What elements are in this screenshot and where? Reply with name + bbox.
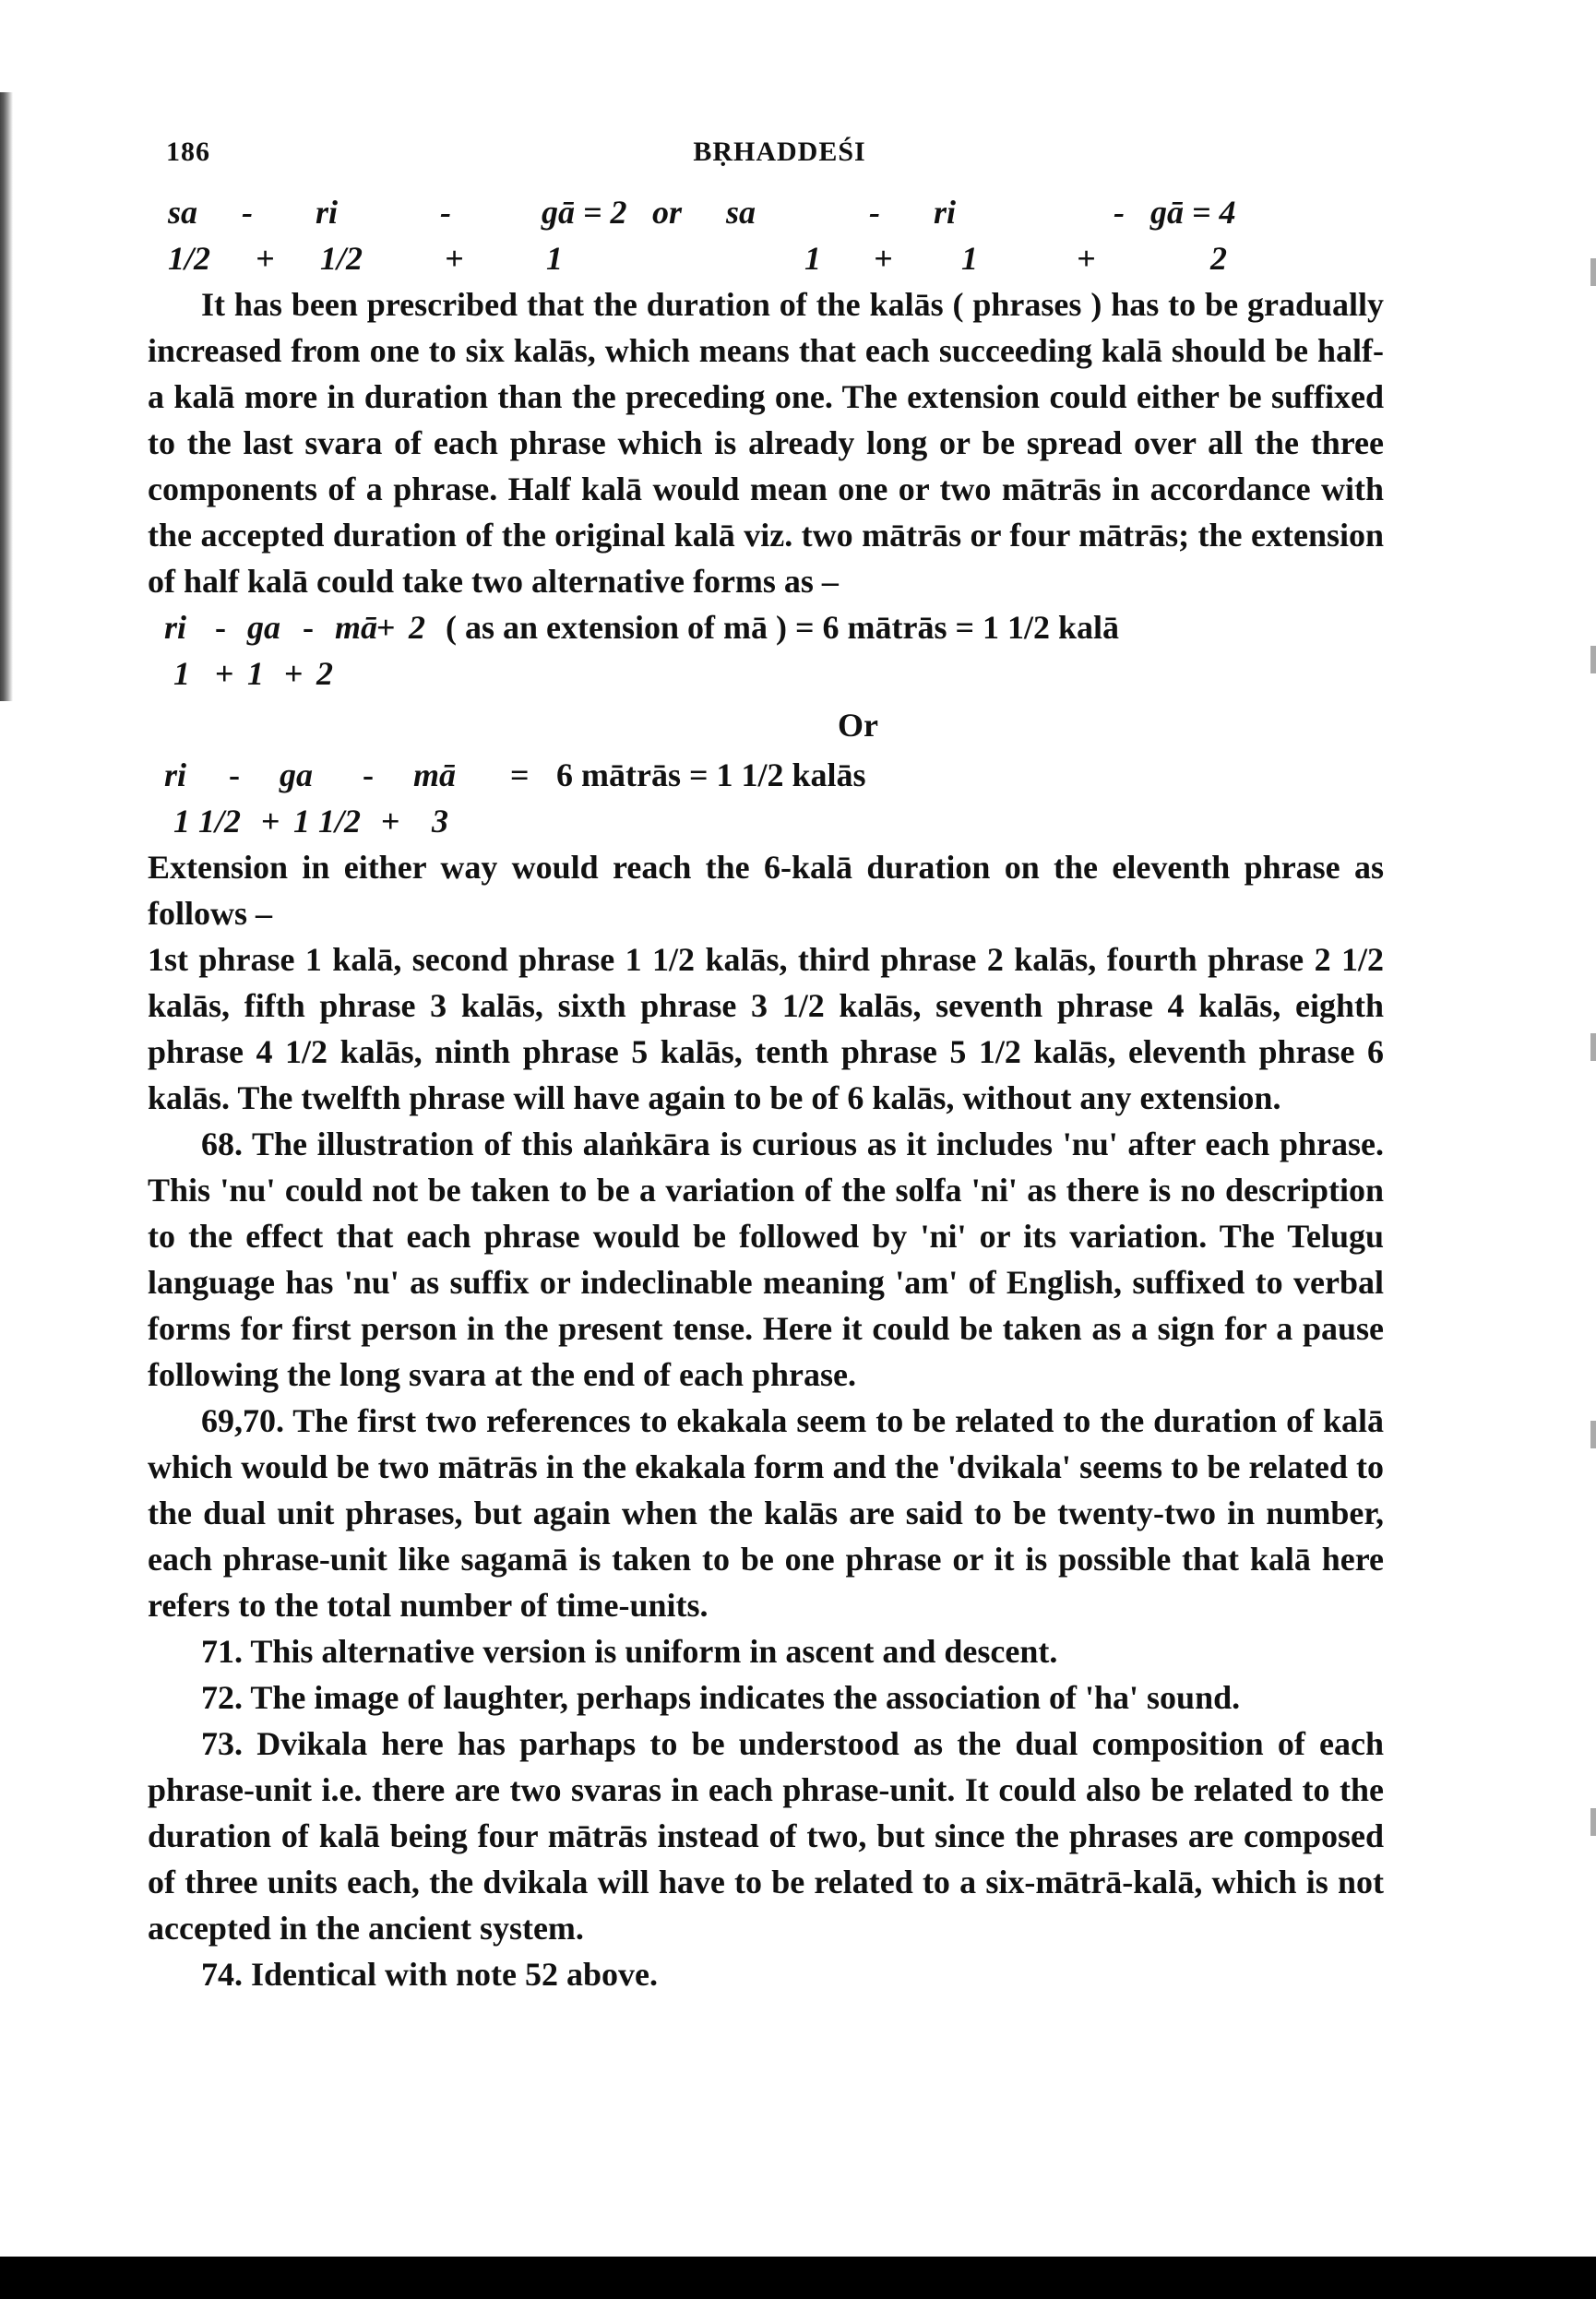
formula-dash: - — [303, 609, 314, 646]
formula-extension-a — [148, 604, 1384, 650]
formula-plus: + — [376, 609, 396, 646]
paragraph-duration: It has been prescribed that the duration of the kalās ( phrases ) has to be gradually increased from one to six kalās, which means that each succeeding kalā should be half-a kalā more in duration than the preceding one. The extension could either be suffixed to the last svara of each phrase which is already long or be spread over all the three components of a phrase. Half kalā would mean one or two mātrās in accordance with the accepted duration of the original kalā viz. two mātrās or four mātrās; the extension of half kalā could take two alternative forms as – — [148, 286, 1384, 600]
formula-dash: - — [363, 756, 374, 793]
formula-extension-a-values — [148, 650, 1384, 697]
or-separator: Or — [838, 707, 878, 744]
formula-plus: + — [284, 655, 304, 692]
formula-dash: - — [229, 756, 240, 793]
running-head — [166, 137, 1393, 177]
note-73: 73. Dvikala here has parhaps to be understood as the dual composition of each phrase-unit i.e. there are two svaras in each phrase-unit. It could also be related to the duration of kalā being four mātrās instead of two, but since the phrases are composed of three units each, the dvikala will have to be related to a six-mātrā-kalā, which is not accepted in the ancient system. — [148, 1725, 1384, 1947]
notation-dash: - — [869, 194, 880, 231]
formula-plus: + — [261, 803, 280, 840]
notation-dash: - — [1114, 194, 1125, 231]
notation-dash: - — [242, 194, 253, 231]
formula-value: 2 — [316, 655, 333, 692]
note-72: 72. The image of laughter, perhaps indicates the association of 'ha' sound. — [201, 1679, 1241, 1716]
notation-syllable: sa — [726, 194, 756, 231]
notation-value: 1 — [961, 240, 978, 277]
formula-result: 6 mātrās = 1 1/2 kalās — [556, 756, 866, 793]
formula-plus: + — [215, 655, 234, 692]
scan-bottom-edge — [0, 2257, 1596, 2299]
formula-equals: = — [510, 756, 530, 793]
notation-or: or — [652, 194, 683, 231]
scan-shadow-right — [1590, 111, 1596, 2140]
page-number: 186 — [166, 137, 210, 167]
formula-note: ga — [280, 756, 313, 793]
formula-note: mā — [413, 756, 457, 793]
formula-dash: - — [215, 609, 226, 646]
formula-plus: + — [381, 803, 400, 840]
scan-shadow-left — [0, 92, 13, 701]
notation-syllable: ri — [316, 194, 339, 231]
notation-value: 1/2 — [168, 240, 211, 277]
notation-plus: + — [874, 240, 893, 277]
notation-row — [148, 189, 1384, 235]
note-69-70: 69,70. The first two references to ekakala seem to be related to the duration of kalā which would be two mātrās in the ekakala form and the 'dvikala' seems to be related to the dual unit phrases, but again when the kalās are said to be twenty-two in number, each phrase-unit like sagamā is taken to be one phrase or it is possible that kalā here refers to the total number of time-units. — [148, 1402, 1384, 1624]
formula-note: ri — [164, 609, 187, 646]
notation-plus: + — [256, 240, 275, 277]
paragraph-phrase-list: 1st phrase 1 kalā, second phrase 1 1/2 kalās, third phrase 2 kalās, fourth phrase 2 1/2 kalās, fifth phrase 3 kalās, sixth phrase 3 1/2 kalās, seventh phrase 4 kalās, eighth phrase 4 1/2 kalās, ninth phrase 5 kalās, tenth phrase 5 1/2 kalās, eleventh phrase 6 kalās. The twelfth phrase will have again to be of 6 kalās, without any extension. — [148, 941, 1384, 1116]
notation-plus: + — [1077, 240, 1096, 277]
notation-syllable: ri — [934, 194, 957, 231]
formula-extension-b-values — [148, 798, 1384, 844]
notation-syllable: gā = 4 — [1150, 194, 1236, 231]
book-title: BṚHADDEŚI — [693, 137, 866, 167]
formula-note: mā — [335, 609, 378, 646]
notation-value: 2 — [1210, 240, 1227, 277]
formula-comment: ( as an extension of mā ) = 6 mātrās = 1 1/2 kalā — [446, 609, 1120, 646]
notation-value: 1 — [546, 240, 563, 277]
note-68: 68. The illustration of this alaṅkāra is curious as it includes 'nu' after each phrase. This 'nu' could not be taken to be a variation of the solfa 'ni' as there is no description to the effect that each phrase would be followed by 'ni' or its variation. The Telugu language has 'nu' as suffix or indeclinable meaning 'am' of English, suffixed to verbal forms for first person in the present tense. Here it could be taken as a sign for a pause following the long svara at the end of each phrase. — [148, 1126, 1384, 1393]
notation-dash: - — [440, 194, 451, 231]
formula-value: 3 — [432, 803, 448, 840]
formula-value: 1 — [247, 655, 264, 692]
note-71: 71. This alternative version is uniform in ascent and descent. — [201, 1633, 1058, 1670]
formula-extension-b — [148, 752, 1384, 798]
formula-value: 1 1/2 — [293, 803, 362, 840]
formula-value: 1 1/2 — [173, 803, 242, 840]
formula-note: 2 — [409, 609, 425, 646]
notation-plus: + — [445, 240, 464, 277]
page-body — [148, 189, 1384, 1997]
notation-syllable: gā = 2 — [542, 194, 627, 231]
formula-value: 1 — [173, 655, 190, 692]
notation-syllable: sa — [168, 194, 198, 231]
notation-value: 1/2 — [320, 240, 363, 277]
note-74: 74. Identical with note 52 above. — [201, 1956, 658, 1993]
notation-value: 1 — [804, 240, 821, 277]
notation-row — [148, 235, 1384, 281]
paragraph-eleventh-phrase: Extension in either way would reach the 6-kalā duration on the eleventh phrase as follows – — [148, 849, 1384, 932]
formula-note: ri — [164, 756, 187, 793]
formula-note: ga — [247, 609, 280, 646]
